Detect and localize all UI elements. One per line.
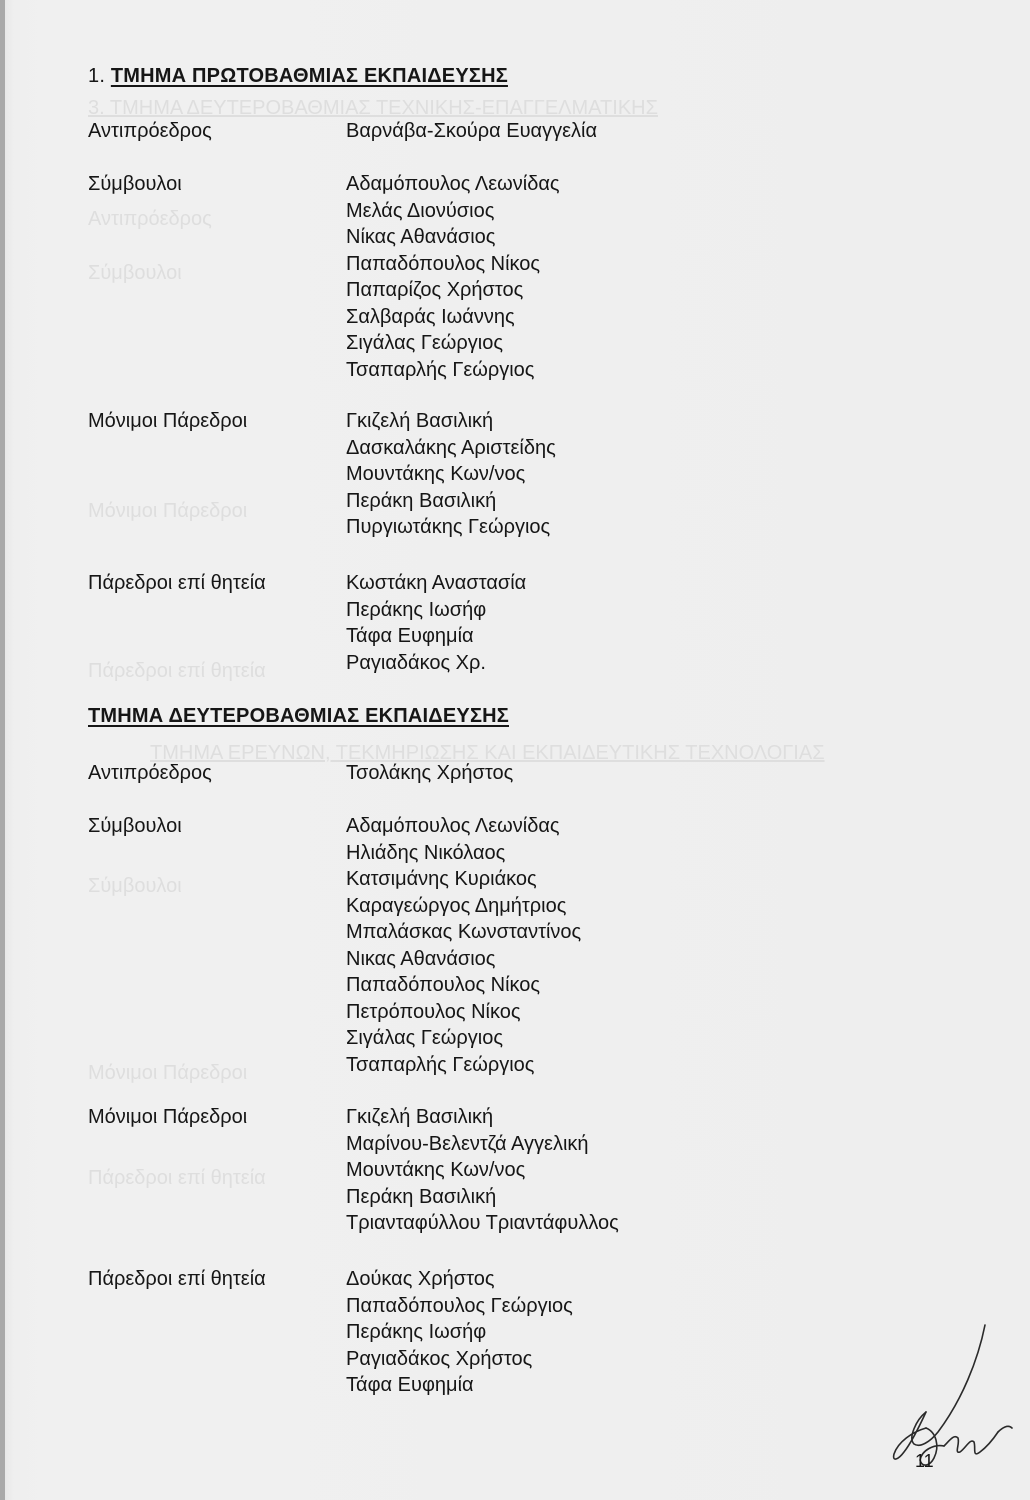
member-name: Νικας Αθανάσιος — [346, 947, 496, 970]
member-name: Παπαδόπουλος Γεώργιος — [346, 1294, 573, 1317]
member-name: Σιγάλας Γεώργιος — [346, 332, 503, 354]
member-name: Γκιζελή Βασιλική — [346, 1106, 494, 1128]
member-name: Μουντάκης Κων/νος — [346, 1159, 526, 1181]
member-name: Ηλιάδης Νικόλαος — [346, 841, 506, 864]
role-label-vice-president: Αντιπρόεδρος — [88, 120, 212, 142]
member-name: Κωστάκη Αναστασία — [346, 572, 527, 594]
role-label-term-assessors: Πάρεδροι επί θητεία — [88, 572, 266, 594]
member-name: Αδαμόπουλος Λεωνίδας — [346, 815, 560, 837]
page-binding-edge — [0, 0, 5, 1500]
section-title-primary-education — [88, 65, 508, 88]
show-through-text: Πάρεδροι επί θητεία — [88, 1167, 266, 1189]
show-through-text: Σύμβουλοι — [88, 875, 182, 897]
member-name: Περάκης Ιωσήφ — [346, 1321, 487, 1343]
role-label-advisors: Σύμβουλοι — [88, 815, 182, 837]
role-label-permanent-assessors: Μόνιμοι Πάρεδροι — [88, 1106, 248, 1128]
handwritten-signature — [890, 1320, 1025, 1490]
member-name: Τσαπαρλής Γεώργιος — [346, 358, 535, 381]
member-name: Τσολάκης Χρήστος — [346, 762, 514, 784]
member-name: Τάφα Ευφημία — [346, 625, 474, 647]
member-name: Ραγιαδάκος Χρ. — [346, 651, 486, 674]
role-label-vice-president: Αντιπρόεδρος — [88, 762, 212, 784]
member-name: Γκιζελή Βασιλική — [346, 410, 494, 432]
member-name: Μουντάκης Κων/νος — [346, 463, 526, 485]
member-name: Μελάς Διονύσιος — [346, 199, 495, 222]
member-name: Μπαλάσκας Κωνσταντίνος — [346, 921, 582, 943]
member-name: Δασκαλάκης Αριστείδης — [346, 436, 556, 459]
member-name: Κατσιμάνης Κυριάκος — [346, 868, 537, 890]
page-number: 11 — [915, 1451, 934, 1471]
member-name: Μαρίνου-Βελεντζά Αγγελική — [346, 1132, 589, 1155]
member-list-vice-president — [346, 760, 513, 787]
member-name: Σιγάλας Γεώργιος — [346, 1027, 503, 1049]
role-label-term-assessors: Πάρεδροι επί θητεία — [88, 1268, 266, 1290]
member-list-term-assessors — [346, 1266, 573, 1399]
member-name: Βαρνάβα-Σκούρα Ευαγγελία — [346, 120, 598, 142]
show-through-text: 3. ΤΜΗΜΑ ΔΕΥΤΕΡΟΒΑΘΜΙΑΣ ΤΕΧΝΙΚΗΣ-ΕΠΑΓΓΕΛΜΑΤΙΚΗΣ — [88, 97, 658, 119]
role-label-advisors: Σύμβουλοι — [88, 173, 182, 195]
member-list-vice-president — [346, 118, 597, 145]
member-name: Πετρόπουλος Νίκος — [346, 1000, 521, 1023]
member-name: Τσαπαρλής Γεώργιος — [346, 1053, 535, 1076]
show-through-text: Αντιπρόεδρος — [88, 208, 212, 230]
member-list-permanent-assessors — [346, 408, 556, 541]
member-name: Περάκη Βασιλική — [346, 489, 497, 512]
member-name: Περάκη Βασιλική — [346, 1185, 497, 1208]
member-name: Παπαδόπουλος Νίκος — [346, 974, 541, 996]
member-name: Αδαμόπουλος Λεωνίδας — [346, 173, 560, 195]
show-through-text: Μόνιμοι Πάρεδροι — [88, 500, 248, 522]
member-name: Τάφα Ευφημία — [346, 1374, 474, 1396]
show-through-text: ΤΜΗΜΑ ΕΡΕΥΝΩΝ, ΤΕΚΜΗΡΙΩΣΗΣ ΚΑΙ ΕΚΠΑΙΔΕΥΤΙΚΗΣ ΤΕΧΝΟΛΟΓΙΑΣ — [150, 742, 825, 764]
member-list-advisors — [346, 813, 581, 1078]
section-heading: ΤΜΗΜΑ ΠΡΩΤΟΒΑΘΜΙΑΣ ΕΚΠΑΙΔΕΥΣΗΣ — [110, 65, 508, 87]
section-heading: ΤΜΗΜΑ ΔΕΥΤΕΡΟΒΑΘΜΙΑΣ ΕΚΠΑΙΔΕΥΣΗΣ — [88, 705, 509, 727]
member-list-term-assessors — [346, 570, 526, 676]
member-name: Παπαδόπουλος Νίκος — [346, 252, 541, 275]
show-through-text: Μόνιμοι Πάρεδροι — [88, 1062, 248, 1084]
role-label-permanent-assessors: Μόνιμοι Πάρεδροι — [88, 410, 248, 432]
member-name: Τριανταφύλλου Τριαντάφυλλος — [346, 1212, 619, 1234]
member-name: Δούκας Χρήστος — [346, 1268, 495, 1290]
member-name: Νίκας Αθανάσιος — [346, 226, 496, 248]
show-through-text: Πάρεδροι επί θητεία — [88, 660, 266, 682]
member-list-advisors — [346, 171, 560, 383]
member-list-permanent-assessors — [346, 1104, 619, 1237]
member-name: Πυργιωτάκης Γεώργιος — [346, 516, 551, 538]
member-name: Παπαρίζος Χρήστος — [346, 279, 524, 301]
member-name: Περάκης Ιωσήφ — [346, 598, 487, 621]
section-title-secondary-education — [88, 705, 509, 728]
member-name: Ραγιαδάκος Χρήστος — [346, 1347, 533, 1370]
section-number: 1. — [88, 65, 106, 87]
show-through-text: Σύμβουλοι — [88, 262, 182, 284]
member-name: Καραγεώργος Δημήτριος — [346, 894, 567, 917]
member-name: Σαλβαράς Ιωάννης — [346, 305, 515, 328]
